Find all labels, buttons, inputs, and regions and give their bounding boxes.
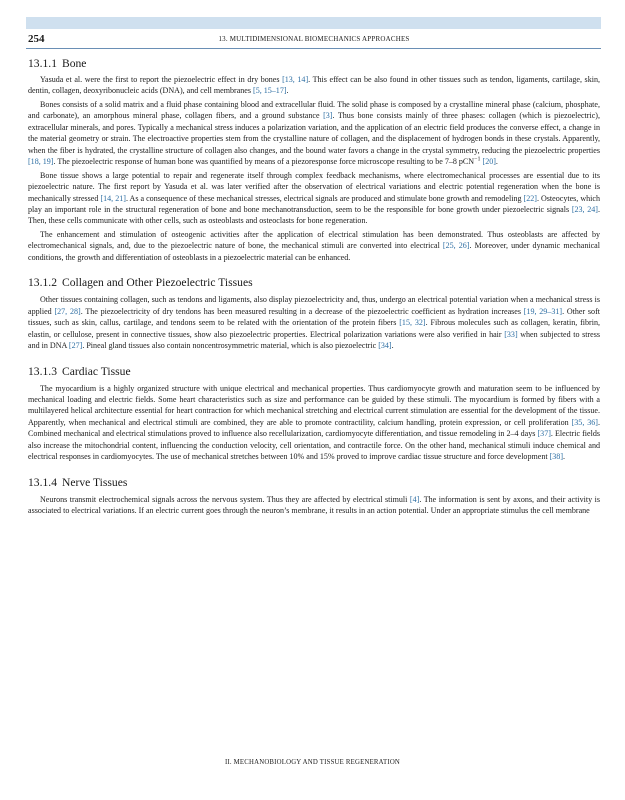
paragraph: The enhancement and stimulation of osteogenic activities after the application of electrical stimulation has been demonstrated. Thus osteoblasts are affected by electromechanical signals, and, due to the piezoelectric nature of bone, the mechanical stimuli are converted into electrical [25, 26]. Moreover, under dynamic mechanical conditions, the growth and differentiation of osteoblasts in a piezoelectric material can be enhanced. xyxy=(28,229,600,262)
superscript: −1 xyxy=(474,156,481,163)
page-body xyxy=(28,54,600,519)
citation-link[interactable]: [34] xyxy=(378,341,392,351)
section-title: Collagen and Other Piezoelectric Tissues xyxy=(61,276,253,290)
paragraph: The myocardium is a highly organized structure with unique electrical and mechanical properties. Thus cardiomyocyte growth and maturation seem to be influenced by mechanical loading and electric fields. Some heart characteristics such as size and performance can be guided by these stimuli. The myocardium is formed by fibers with a multilayered helical architecture essential for heart contraction for which mechanical stretching and electrical current stimulation are essential for the development of the tissue. Apparently, when mechanical and electrical stimuli are combined, they are able to promote contractility, calcium handling, protein expression, or cell proliferation [35, 36]. Combined mechanical and electrical stimulations proved to influence also recellularization, cardiomyocyte differentiation, and tissue remodeling in 2–4 days [37]. Electric fields also increase the mitochondrial content, influencing the conduction velocity, cell orientation, and contractile force. On the other hand, mechanical stimuli induce chemical and electrical responses in cardiomyocytes. The use of mechanical stretches between 10% and 15% proved to improve cardiac tissue structure and force development [38]. xyxy=(28,383,601,462)
citation-link[interactable]: [38] xyxy=(549,452,563,462)
citation-link[interactable]: [4] xyxy=(409,494,420,504)
citation-link[interactable]: [33] xyxy=(504,329,518,339)
citation-link[interactable]: [20] xyxy=(482,157,496,167)
section-title: Bone xyxy=(61,57,87,70)
paragraph: Neurons transmit electrochemical signals across the nervous system. Thus they are affected by electrical stimuli [4]. The information is sent by axons, and their activity is associated to electrical variations. If an electric current goes through the neuron’s membrane, it results in an action potential. Under an appropriate stimulus the cell membrane xyxy=(28,494,600,516)
header-band xyxy=(26,17,601,29)
section-title: Cardiac Tissue xyxy=(61,364,131,378)
section-title: Nerve Tissues xyxy=(61,475,128,489)
citation-link[interactable]: [5, 15–17] xyxy=(253,86,287,96)
citation-link[interactable]: [3] xyxy=(323,111,333,121)
citation-link[interactable]: [22] xyxy=(523,193,537,203)
citation-link[interactable]: [18, 19] xyxy=(28,157,54,167)
citation-link[interactable]: [13, 14] xyxy=(282,75,309,84)
paragraph: Bones consists of a solid matrix and a fluid phase containing blood and extracellular fluid. The solid phase is composed by a crystalline mineral phase (calcium, phosphate, and carbonate), an amorphous mineral phase, collagen fibers, and a ground substance [3]. Thus bone consists mainly of three phases: collagen (which is piezoelectric), extracellular minerals, and pores. Typically a mechanical stress induces a polarization variation, and the application of an electric field produces the converse effect, a change in the material geometry or strain. The electroactive properties stem from the crystalline nature of collagen, and the displacement of hydrogen bonds in these crystals. Apparently, when the fiber is hydrated, the crystalline structure of collagen also changes, and the bound water favors a change in the crystal symmetry, reducing the piezoelectric properties [18, 19]. The piezoelectric response of human bone was quantified by means of a piezoresponse force microscope resulting to be 7–8 pCN$^{-1}$ [20]. xyxy=(28,99,600,167)
paragraph: Yasuda et al. were the first to report the piezoelectric effect in dry bones [13, 14]. This effect can be also found in other tissues such as tendon, ligaments, cartilage, skin, dentin, collagen, deoxyribonucleic acids (DNA), and cell membranes [5, 15–17]. xyxy=(28,75,600,96)
citation-link[interactable]: [37] xyxy=(537,429,551,439)
page-header xyxy=(28,33,600,47)
paragraph: Other tissues containing collagen, such as tendons and ligaments, also display piezoelectricity and, thus, undergo an electrical potential variation when a mechanical stress is applied [27, 28]. The piezoelectricity of dry tendons has been measured resulting in a decrease of the piezoelectric coefficient as hydration increases [19, 29–31]. Other soft tissues, such as skin, callus, cartilage, and tendons seem to be related with the orientation of the protein fibers [15, 32]. Fibrous molecules such as collagen, keratin, fibrin, elastin, or cellulose, present in connective tissues, show also piezoelectric properties. Electrical polarization variations were also verified in hair [33] when subjected to stress and in DNA [27]. Pineal gland tissues also contain noncentrosymmetric material, which is also piezoelectric [34]. xyxy=(28,295,600,351)
running-title: 13. MULTIDIMENSIONAL BIOMECHANICS APPROACHES xyxy=(218,35,410,43)
citation-link[interactable]: [27] xyxy=(68,341,83,351)
citation-link[interactable]: [25, 26] xyxy=(442,241,470,251)
page-number: 254 xyxy=(28,33,45,45)
section-number: 13.1.3 xyxy=(28,364,57,378)
citation-link[interactable]: [15, 32] xyxy=(399,318,426,328)
header-rule xyxy=(26,48,601,49)
page-footer: II. MECHANOBIOLOGY AND TISSUE REGENERATION xyxy=(224,759,401,766)
section-heading-nerve xyxy=(28,475,600,490)
section-heading-bone xyxy=(28,56,600,71)
citation-link[interactable]: [19, 29–31] xyxy=(523,306,563,316)
citation-link[interactable]: [23, 24] xyxy=(571,204,598,214)
section-number: 13.1.4 xyxy=(28,475,57,489)
citation-link[interactable]: [27, 28] xyxy=(54,306,81,316)
section-heading-collagen xyxy=(28,275,600,290)
section-number: 13.1.2 xyxy=(28,276,57,290)
citation-link[interactable]: [14, 21] xyxy=(100,193,126,203)
paragraph: Bone tissue shows a large potential to repair and regenerate itself through complex feedback mechanisms, where electromechanical processes are essential due to its piezoelectric nature. The first report by Yasuda et al. was later verified after the observation of electrical variations and electric potential regeneration when the bone is mechanically stressed [14, 21]. As a consequence of these mechanical stresses, electrical signals are produced and stimulate bone growth and remodeling [22]. Osteocytes, which play an important role in the structural regeneration of bone and bone mechanotransduction, seem to be the responsible for bone growth under piezoelectric signals [23, 24]. Then, these cells communicate with other cells, such as osteoblasts and osteoclasts for bone regeneration. xyxy=(28,170,600,226)
section-heading-cardiac xyxy=(28,364,600,379)
citation-link[interactable]: [35, 36] xyxy=(571,417,598,427)
section-number: 13.1.1 xyxy=(28,57,57,70)
